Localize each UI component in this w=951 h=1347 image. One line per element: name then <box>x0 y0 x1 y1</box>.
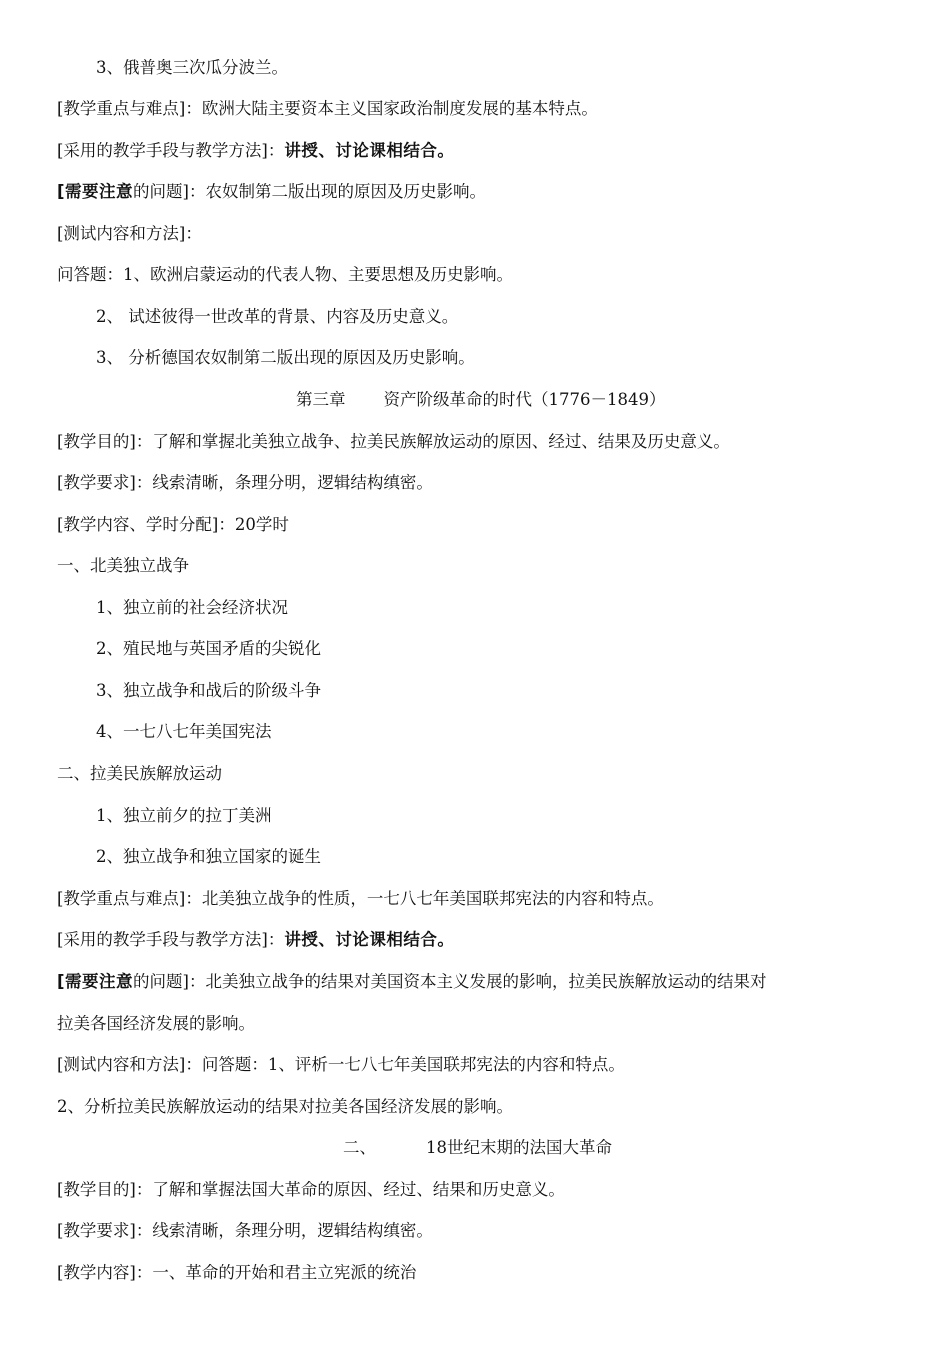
key-points-line: [教学重点与难点]：北美独立战争的性质，一七八七年美国联邦宪法的内容和特点。 <box>57 889 664 908</box>
chapter-heading: 第三章 资产阶级革命的时代（1776－1849） <box>296 390 666 409</box>
test-line: [测试内容和方法]：问答题：1、评析一七八七年美国联邦宪法的内容和特点。 <box>57 1055 625 1074</box>
notice-line-continued: 拉美各国经济发展的影响。 <box>57 1014 255 1033</box>
section-title: 二、拉美民族解放运动 <box>57 764 222 783</box>
methods-line: [采用的教学手段与教学方法]：讲授、讨论课相结合。 <box>57 930 455 949</box>
list-item: 1、独立前的社会经济状况 <box>96 598 288 617</box>
list-item: 3、独立战争和战后的阶级斗争 <box>96 681 321 700</box>
list-item: 2、殖民地与英国矛盾的尖锐化 <box>96 639 321 658</box>
key-points-line: [教学重点与难点]：欧洲大陆主要资本主义国家政治制度发展的基本特点。 <box>57 99 598 118</box>
purpose-line: [教学目的]：了解和掌握法国大革命的原因、经过、结果和历史意义。 <box>57 1180 565 1199</box>
question-line: 问答题：1、欧洲启蒙运动的代表人物、主要思想及历史影响。 <box>57 265 513 284</box>
content-line: [教学内容、学时分配]：20学时 <box>57 515 289 534</box>
section-title: 一、北美独立战争 <box>57 556 189 575</box>
list-item: 4、一七八七年美国宪法 <box>96 722 272 741</box>
content-line: [教学内容]：一、革命的开始和君主立宪派的统治 <box>57 1263 417 1282</box>
list-item: 1、独立前夕的拉丁美洲 <box>96 806 272 825</box>
requirement-line: [教学要求]：线索清晰，条理分明，逻辑结构缜密。 <box>57 1221 433 1240</box>
question-line: 3、 分析德国农奴制第二版出现的原因及历史影响。 <box>96 348 475 367</box>
methods-line: [采用的教学手段与教学方法]：讲授、讨论课相结合。 <box>57 141 455 160</box>
section-heading: 二、 18世纪末期的法国大革命 <box>343 1138 612 1157</box>
question-line: 2、 试述彼得一世改革的背景、内容及历史意义。 <box>96 307 459 326</box>
question-line: 2、分析拉美民族解放运动的结果对拉美各国经济发展的影响。 <box>57 1097 513 1116</box>
requirement-line: [教学要求]：线索清晰，条理分明，逻辑结构缜密。 <box>57 473 433 492</box>
purpose-line: [教学目的]：了解和掌握北美独立战争、拉美民族解放运动的原因、经过、结果及历史意义。 <box>57 432 730 451</box>
test-label: [测试内容和方法]： <box>57 224 202 243</box>
list-item: 3、俄普奥三次瓜分波兰。 <box>96 58 288 77</box>
list-item: 2、独立战争和独立国家的诞生 <box>96 847 321 866</box>
notice-line: [需要注意的问题]：北美独立战争的结果对美国资本主义发展的影响，拉美民族解放运动的结果对 <box>57 972 767 991</box>
notice-line: [需要注意的问题]：农奴制第二版出现的原因及历史影响。 <box>57 182 486 201</box>
